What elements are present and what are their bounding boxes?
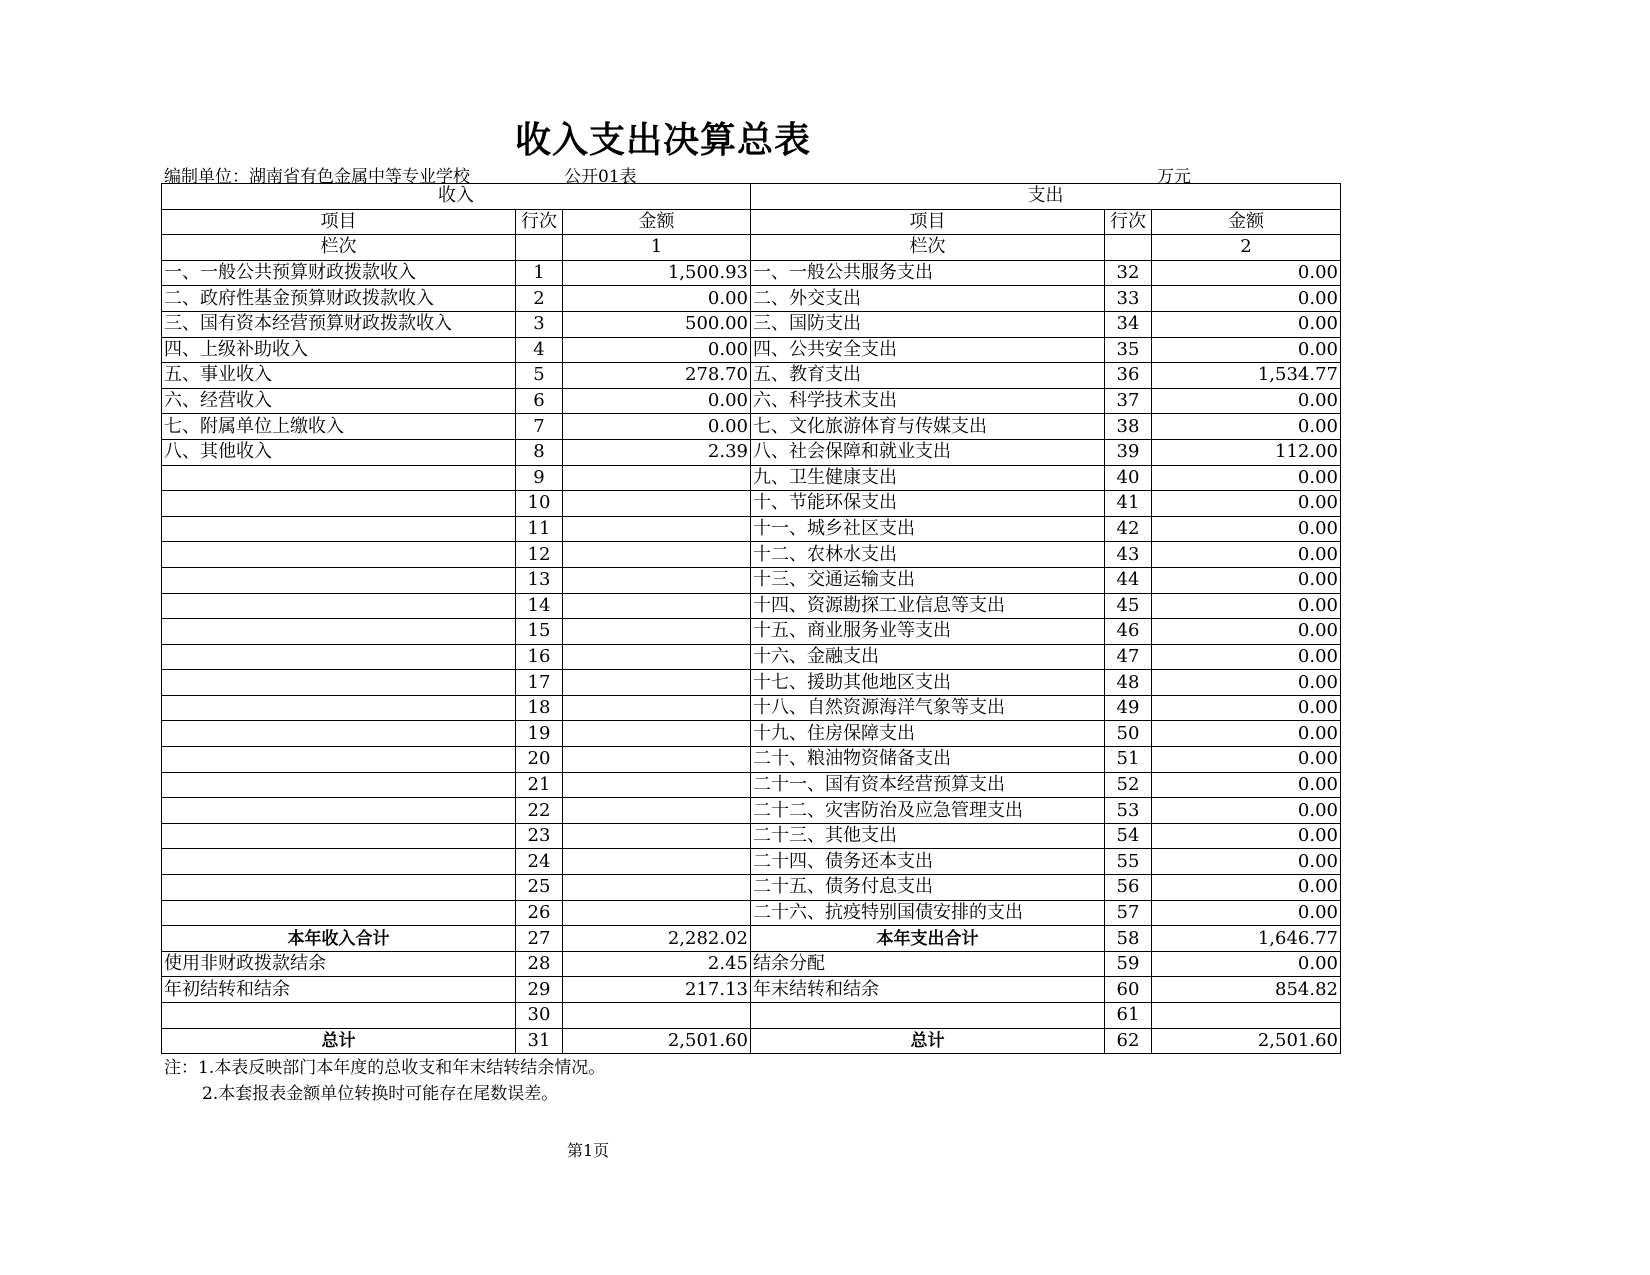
table-row [162,337,1341,363]
expense-item-cell: 十二、农林水支出 [751,542,1105,568]
expense-amount-cell: 2,501.60 [1152,1028,1341,1054]
table-row [162,363,1341,389]
income-amount-cell: 2,282.02 [563,926,751,952]
expense-amount-cell: 0.00 [1152,542,1341,568]
table-row [162,670,1341,696]
note-1: 注：1.本表反映部门本年度的总收支和年末结转结余情况。 [164,1058,606,1078]
expense-amount-cell: 0.00 [1152,567,1341,593]
expense-lineno-cell: 44 [1105,567,1152,593]
expense-lineno-cell: 39 [1105,439,1152,465]
income-item-cell [162,619,516,645]
income-item-cell [162,849,516,875]
header-row-columns [162,209,1341,235]
income-amount-cell [563,900,751,926]
income-lineno-cell: 25 [516,875,563,901]
income-item-cell [162,516,516,542]
income-item-cell [162,875,516,901]
income-lineno-cell: 18 [516,695,563,721]
compiling-unit: 编制单位：湖南省有色金属中等专业学校 [164,167,470,187]
expense-item-cell [751,1003,1105,1029]
table-row [162,286,1341,312]
expense-item-cell: 十七、援助其他地区支出 [751,670,1105,696]
income-lineno-cell: 4 [516,337,563,363]
expense-col-number: 2 [1152,235,1341,261]
expense-lineno-cell: 58 [1105,926,1152,952]
income-lineno-cell: 27 [516,926,563,952]
income-item-cell: 总计 [162,1028,516,1054]
expense-amount-cell: 0.00 [1152,465,1341,491]
income-lineno-cell: 1 [516,260,563,286]
expense-amount-cell: 0.00 [1152,644,1341,670]
expense-lineno-cell: 51 [1105,747,1152,773]
expense-lineno-cell: 47 [1105,644,1152,670]
income-amount-cell: 0.00 [563,414,751,440]
income-lineno-header: 行次 [516,209,563,235]
expense-lineno-cell: 41 [1105,491,1152,517]
income-item-cell: 八、其他收入 [162,439,516,465]
income-amount-cell: 1,500.93 [563,260,751,286]
expense-lineno-cell: 59 [1105,951,1152,977]
expense-lineno-cell: 36 [1105,363,1152,389]
income-lineno-cell: 20 [516,747,563,773]
table-row [162,516,1341,542]
expense-amount-cell: 112.00 [1152,439,1341,465]
table-row [162,798,1341,824]
expense-lineno-cell: 49 [1105,695,1152,721]
income-item-cell [162,823,516,849]
expense-section-header: 支出 [751,184,1341,210]
income-amount-cell [563,849,751,875]
table-row [162,465,1341,491]
income-amount-cell [563,593,751,619]
expense-amount-cell: 0.00 [1152,798,1341,824]
table-row [162,823,1341,849]
expense-amount-cell: 1,534.77 [1152,363,1341,389]
expense-amount-cell: 0.00 [1152,747,1341,773]
income-section-header: 收入 [162,184,751,210]
income-lineno-cell: 31 [516,1028,563,1054]
income-lineno-cell: 19 [516,721,563,747]
expense-amount-cell: 0.00 [1152,414,1341,440]
income-item-cell [162,798,516,824]
expense-item-cell: 二、外交支出 [751,286,1105,312]
income-item-cell: 七、附属单位上缴收入 [162,414,516,440]
table-row [162,747,1341,773]
table-row [162,567,1341,593]
expense-amount-cell: 0.00 [1152,721,1341,747]
expense-lineno-header: 行次 [1105,209,1152,235]
income-amount-cell [563,516,751,542]
table-row [162,311,1341,337]
expense-item-cell: 五、教育支出 [751,363,1105,389]
income-lineno-cell: 15 [516,619,563,645]
income-lineno-cell: 23 [516,823,563,849]
income-amount-cell: 217.13 [563,977,751,1003]
header-row-lanci [162,235,1341,261]
expense-amount-cell: 0.00 [1152,772,1341,798]
income-lineno-cell: 3 [516,311,563,337]
expense-amount-cell: 0.00 [1152,695,1341,721]
income-amount-cell: 2.39 [563,439,751,465]
income-amount-cell: 0.00 [563,286,751,312]
table-row [162,849,1341,875]
expense-item-cell: 结余分配 [751,951,1105,977]
income-amount-cell [563,747,751,773]
expense-item-cell: 十一、城乡社区支出 [751,516,1105,542]
income-amount-cell [563,619,751,645]
expense-item-cell: 二十五、债务付息支出 [751,875,1105,901]
expense-item-cell: 二十六、抗疫特别国债安排的支出 [751,900,1105,926]
expense-lineno-cell: 57 [1105,900,1152,926]
expense-amount-cell: 0.00 [1152,337,1341,363]
income-amount-cell [563,542,751,568]
expense-amount-cell: 0.00 [1152,311,1341,337]
income-lineno-cell: 29 [516,977,563,1003]
income-item-cell [162,900,516,926]
expense-item-cell: 三、国防支出 [751,311,1105,337]
expense-item-cell: 二十、粮油物资储备支出 [751,747,1105,773]
income-amount-cell [563,721,751,747]
income-item-cell [162,772,516,798]
expense-lineno-cell: 54 [1105,823,1152,849]
expense-item-cell: 八、社会保障和就业支出 [751,439,1105,465]
note-2: 2.本套报表金额单位转换时可能存在尾数误差。 [202,1084,559,1104]
income-lineno-cell: 8 [516,439,563,465]
income-lineno-cell: 12 [516,542,563,568]
income-amount-cell: 0.00 [563,388,751,414]
expense-lineno-cell: 55 [1105,849,1152,875]
income-amount-cell [563,465,751,491]
expense-lineno-cell: 50 [1105,721,1152,747]
income-amount-cell: 2,501.60 [563,1028,751,1054]
table-row [162,926,1341,952]
income-lineno-cell: 26 [516,900,563,926]
income-amount-cell [563,644,751,670]
expense-amount-cell: 0.00 [1152,951,1341,977]
notes [164,1055,605,1107]
expense-amount-cell: 0.00 [1152,388,1341,414]
expense-lineno-cell: 46 [1105,619,1152,645]
income-amount-cell [563,823,751,849]
income-amount-cell [563,695,751,721]
income-item-cell: 五、事业收入 [162,363,516,389]
income-amount-cell [563,670,751,696]
expense-item-cell: 一、一般公共服务支出 [751,260,1105,286]
table-row [162,695,1341,721]
income-item-cell: 一、一般公共预算财政拨款收入 [162,260,516,286]
table-row [162,1003,1341,1029]
table-row [162,491,1341,517]
expense-amount-cell: 1,646.77 [1152,926,1341,952]
expense-item-cell: 十五、商业服务业等支出 [751,619,1105,645]
expense-amount-cell: 0.00 [1152,875,1341,901]
income-amount-cell: 0.00 [563,337,751,363]
income-amount-cell: 278.70 [563,363,751,389]
income-lineno-cell: 17 [516,670,563,696]
income-item-cell: 六、经营收入 [162,388,516,414]
expense-lineno-cell: 42 [1105,516,1152,542]
income-item-cell [162,542,516,568]
table-row [162,875,1341,901]
table-row [162,951,1341,977]
expense-amount-cell: 854.82 [1152,977,1341,1003]
expense-amount-cell: 0.00 [1152,286,1341,312]
table-row [162,593,1341,619]
income-item-cell [162,567,516,593]
expense-amount-cell: 0.00 [1152,900,1341,926]
income-amount-cell: 500.00 [563,311,751,337]
income-lineno-cell: 16 [516,644,563,670]
income-item-cell [162,721,516,747]
expense-amount-cell [1152,1003,1341,1029]
income-amount-cell [563,772,751,798]
income-item-cell [162,644,516,670]
expense-lineno-cell: 52 [1105,772,1152,798]
expense-item-cell: 年末结转和结余 [751,977,1105,1003]
income-item-cell: 三、国有资本经营预算财政拨款收入 [162,311,516,337]
income-lineno-cell: 6 [516,388,563,414]
table-row [162,260,1341,286]
table-row [162,721,1341,747]
expense-lineno-cell: 56 [1105,875,1152,901]
expense-item-cell: 四、公共安全支出 [751,337,1105,363]
table-row [162,977,1341,1003]
income-item-cell [162,695,516,721]
income-amount-header: 金额 [563,209,751,235]
income-item-cell: 使用非财政拨款结余 [162,951,516,977]
expense-lineno-cell: 48 [1105,670,1152,696]
income-lineno-cell: 5 [516,363,563,389]
table-row [162,542,1341,568]
expense-lineno-cell: 33 [1105,286,1152,312]
expense-lanci-label: 栏次 [751,235,1105,261]
report-title: 收入支出决算总表 [515,120,812,161]
table-row [162,644,1341,670]
income-lineno-cell: 10 [516,491,563,517]
expense-item-cell: 十三、交通运输支出 [751,567,1105,593]
income-item-cell: 年初结转和结余 [162,977,516,1003]
page-number: 第1页 [567,1141,610,1160]
expense-lineno-cell: 35 [1105,337,1152,363]
income-lineno-cell: 28 [516,951,563,977]
header-row-section [162,184,1341,210]
income-item-cell [162,465,516,491]
income-expense-table [161,183,1341,1054]
income-lineno-cell: 2 [516,286,563,312]
expense-item-cell: 二十二、灾害防治及应急管理支出 [751,798,1105,824]
expense-item-header: 项目 [751,209,1105,235]
expense-item-cell: 二十三、其他支出 [751,823,1105,849]
expense-lineno-cell: 43 [1105,542,1152,568]
income-item-cell: 四、上级补助收入 [162,337,516,363]
income-lineno-cell: 14 [516,593,563,619]
expense-amount-cell: 0.00 [1152,260,1341,286]
income-lineno-cell: 11 [516,516,563,542]
income-item-header: 项目 [162,209,516,235]
income-lineno-cell: 24 [516,849,563,875]
income-amount-cell [563,875,751,901]
expense-item-cell: 二十一、国有资本经营预算支出 [751,772,1105,798]
income-item-cell: 二、政府性基金预算财政拨款收入 [162,286,516,312]
expense-amount-cell: 0.00 [1152,593,1341,619]
expense-item-cell: 十四、资源勘探工业信息等支出 [751,593,1105,619]
expense-item-cell: 十、节能环保支出 [751,491,1105,517]
income-lineno-cell: 21 [516,772,563,798]
expense-lineno-cell: 62 [1105,1028,1152,1054]
income-amount-cell [563,798,751,824]
expense-item-cell: 十八、自然资源海洋气象等支出 [751,695,1105,721]
income-item-cell [162,747,516,773]
expense-lineno-cell: 37 [1105,388,1152,414]
expense-item-cell: 本年支出合计 [751,926,1105,952]
expense-lineno-cell: 32 [1105,260,1152,286]
income-item-cell [162,593,516,619]
income-lineno-cell: 7 [516,414,563,440]
income-amount-cell [563,491,751,517]
expense-lineno-cell: 38 [1105,414,1152,440]
expense-item-cell: 总计 [751,1028,1105,1054]
income-amount-cell [563,1003,751,1029]
expense-lineno-cell: 61 [1105,1003,1152,1029]
income-lanci-blank [516,235,563,261]
expense-item-cell: 十六、金融支出 [751,644,1105,670]
income-item-cell [162,491,516,517]
table-row [162,439,1341,465]
expense-amount-cell: 0.00 [1152,670,1341,696]
income-lineno-cell: 22 [516,798,563,824]
table-row [162,388,1341,414]
income-amount-cell [563,567,751,593]
income-item-cell: 本年收入合计 [162,926,516,952]
expense-item-cell: 二十四、债务还本支出 [751,849,1105,875]
income-lineno-cell: 9 [516,465,563,491]
expense-lineno-cell: 53 [1105,798,1152,824]
table-row [162,414,1341,440]
income-item-cell [162,670,516,696]
expense-lineno-cell: 45 [1105,593,1152,619]
expense-amount-cell: 0.00 [1152,516,1341,542]
expense-amount-cell: 0.00 [1152,823,1341,849]
table-code: 公开01表 [564,167,637,187]
table-row [162,900,1341,926]
expense-amount-cell: 0.00 [1152,849,1341,875]
expense-item-cell: 十九、住房保障支出 [751,721,1105,747]
expense-item-cell: 七、文化旅游体育与传媒支出 [751,414,1105,440]
expense-lineno-cell: 34 [1105,311,1152,337]
money-unit: 万元 [1157,167,1191,187]
income-lineno-cell: 13 [516,567,563,593]
income-amount-cell: 2.45 [563,951,751,977]
income-lineno-cell: 30 [516,1003,563,1029]
expense-lineno-cell: 40 [1105,465,1152,491]
income-item-cell [162,1003,516,1029]
income-lanci-label: 栏次 [162,235,516,261]
expense-amount-header: 金额 [1152,209,1341,235]
table-row [162,772,1341,798]
expense-lanci-blank [1105,235,1152,261]
expense-lineno-cell: 60 [1105,977,1152,1003]
expense-item-cell: 六、科学技术支出 [751,388,1105,414]
table-row [162,619,1341,645]
income-col-number: 1 [563,235,751,261]
table-row [162,1028,1341,1054]
expense-item-cell: 九、卫生健康支出 [751,465,1105,491]
expense-amount-cell: 0.00 [1152,619,1341,645]
expense-amount-cell: 0.00 [1152,491,1341,517]
